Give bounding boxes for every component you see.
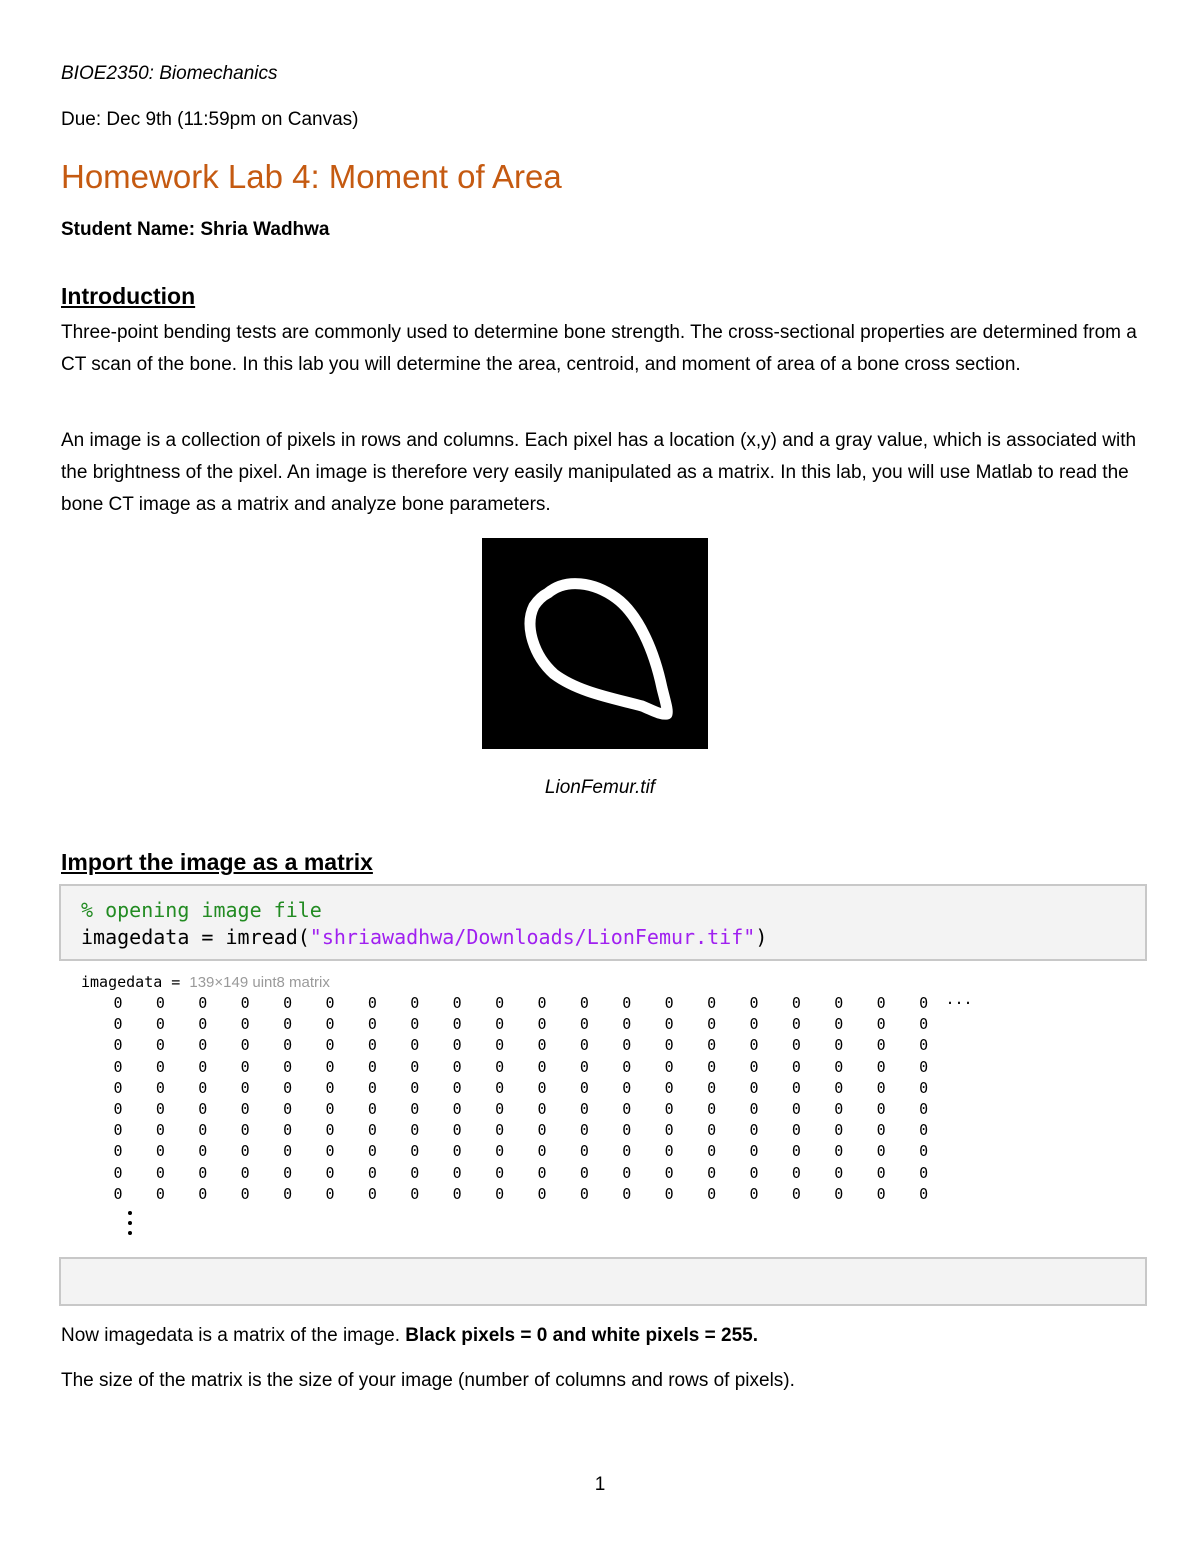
intro-paragraph-1: Three-point bending tests are commonly used to determine bone strength. The cross-sectional properties are determined from a CT scan of the bone. In this lab you will determine the area, centroid, and moment of area of a bone cross section. <box>61 322 1137 375</box>
matrix-cell: 0 <box>919 1163 929 1182</box>
matrix-cell: 0 <box>791 1121 801 1140</box>
matrix-cell: 0 <box>367 1142 377 1161</box>
matrix-cell: 0 <box>198 1121 208 1140</box>
matrix-cell: 0 <box>325 1036 335 1055</box>
matrix-cell: 0 <box>622 1057 632 1076</box>
matrix-cell: 0 <box>495 1036 505 1055</box>
matrix-cell: 0 <box>495 1015 505 1034</box>
matrix-cell: 0 <box>410 1036 420 1055</box>
matrix-cell: 0 <box>113 1036 123 1055</box>
matrix-cell: 0 <box>537 1078 547 1097</box>
matrix-cell: 0 <box>537 1036 547 1055</box>
matrix-cell: 0 <box>876 1121 886 1140</box>
matrix-cell: 0 <box>749 1142 759 1161</box>
matrix-cell: 0 <box>325 1078 335 1097</box>
matrix-cell: 0 <box>452 1015 462 1034</box>
matrix-cell: 0 <box>198 994 208 1012</box>
matrix-cell: 0 <box>367 994 377 1012</box>
matrix-cell: 0 <box>155 1057 165 1076</box>
matrix-continuation: ··· <box>945 994 973 1012</box>
output-variable: imagedata = <box>81 973 181 991</box>
matrix-cell: 0 <box>283 1078 293 1097</box>
matrix-cell: 0 <box>367 1121 377 1140</box>
matrix-cell: 0 <box>579 1184 589 1203</box>
matrix-cell: 0 <box>155 1078 165 1097</box>
matrix-cell: 0 <box>240 1163 250 1182</box>
matrix-cell: 0 <box>919 1057 929 1076</box>
matrix-cell: 0 <box>537 1142 547 1161</box>
matrix-cell: 0 <box>410 1057 420 1076</box>
matrix-cell: 0 <box>876 1163 886 1182</box>
matrix-cell: 0 <box>198 1036 208 1055</box>
matrix-cell: 0 <box>919 1184 929 1203</box>
matrix-cell: 0 <box>283 994 293 1012</box>
matrix-cell: 0 <box>919 1078 929 1097</box>
matrix-cell: 0 <box>198 1099 208 1118</box>
matrix-cell: 0 <box>367 1057 377 1076</box>
code-suffix: ) <box>755 925 768 949</box>
matrix-cell: 0 <box>410 1163 420 1182</box>
matrix-cell: 0 <box>707 1036 717 1055</box>
code-line <box>81 924 1145 951</box>
matrix-cell: 0 <box>749 994 759 1012</box>
matrix-cell: 0 <box>664 1057 674 1076</box>
matrix-cell: 0 <box>707 1184 717 1203</box>
matrix-cell: 0 <box>283 1057 293 1076</box>
matrix-cell: 0 <box>113 1163 123 1182</box>
matrix-cell: 0 <box>240 1184 250 1203</box>
matrix-cell: 0 <box>113 1057 123 1076</box>
matrix-cell: 0 <box>240 1078 250 1097</box>
matrix-cell: 0 <box>664 1036 674 1055</box>
matrix-cell: 0 <box>240 1036 250 1055</box>
matrix-cell: 0 <box>876 1015 886 1034</box>
matrix-cell: 0 <box>410 1078 420 1097</box>
matrix-cell: 0 <box>155 1163 165 1182</box>
matrix-cell: 0 <box>452 1057 462 1076</box>
matrix-cell: 0 <box>622 1078 632 1097</box>
matrix-cell: 0 <box>283 1099 293 1118</box>
matrix-cell: 0 <box>876 1036 886 1055</box>
matrix-cell: 0 <box>452 1099 462 1118</box>
matrix-cell: 0 <box>579 994 589 1012</box>
matrix-cell: 0 <box>919 1099 929 1118</box>
matrix-cell: 0 <box>707 1142 717 1161</box>
matrix-cell: 0 <box>198 1184 208 1203</box>
matrix-cell: 0 <box>495 1057 505 1076</box>
matrix-cell: 0 <box>707 1057 717 1076</box>
matrix-cell: 0 <box>155 1121 165 1140</box>
matrix-cell: 0 <box>198 1015 208 1034</box>
matrix-cell: 0 <box>155 1099 165 1118</box>
matrix-cell: 0 <box>579 1057 589 1076</box>
matrix-cell: 0 <box>791 1036 801 1055</box>
matrix-cell: 0 <box>664 1015 674 1034</box>
matrix-cell: 0 <box>664 994 674 1012</box>
empty-code-cell[interactable] <box>59 1257 1147 1306</box>
matrix-cell: 0 <box>198 1057 208 1076</box>
matrix-cell: 0 <box>579 1099 589 1118</box>
document-title: Homework Lab 4: Moment of Area <box>61 158 562 195</box>
lion-femur-image <box>482 538 708 749</box>
matrix-cell: 0 <box>876 1099 886 1118</box>
matrix-cell: 0 <box>749 1163 759 1182</box>
matrix-cell: 0 <box>452 1142 462 1161</box>
matrix-cell: 0 <box>749 1099 759 1118</box>
matrix-cell: 0 <box>240 1121 250 1140</box>
matrix-cell: 0 <box>579 1015 589 1034</box>
matrix-cell: 0 <box>283 1121 293 1140</box>
matrix-cell: 0 <box>791 994 801 1012</box>
matrix-cell: 0 <box>410 1015 420 1034</box>
matrix-cell: 0 <box>452 1163 462 1182</box>
matrix-cell: 0 <box>707 1163 717 1182</box>
matrix-cell: 0 <box>622 1163 632 1182</box>
matrix-cell: 0 <box>537 1121 547 1140</box>
matrix-cell: 0 <box>495 1184 505 1203</box>
matrix-cell: 0 <box>876 1078 886 1097</box>
matrix-cell: 0 <box>749 1184 759 1203</box>
matrix-cell: 0 <box>155 1015 165 1034</box>
matrix-cell: 0 <box>537 994 547 1012</box>
matrix-cell: 0 <box>410 1142 420 1161</box>
matrix-cell: 0 <box>579 1163 589 1182</box>
matrix-cell: 0 <box>707 1015 717 1034</box>
matrix-cell: 0 <box>791 1057 801 1076</box>
introduction-heading: Introduction <box>61 283 196 309</box>
matrix-cell: 0 <box>367 1015 377 1034</box>
matrix-cell: 0 <box>622 1036 632 1055</box>
matrix-cell: 0 <box>410 1121 420 1140</box>
matrix-cell: 0 <box>495 1163 505 1182</box>
matrix-cell: 0 <box>325 1057 335 1076</box>
matrix-cell: 0 <box>919 1142 929 1161</box>
matrix-cell: 0 <box>325 1121 335 1140</box>
matrix-cell: 0 <box>834 1099 844 1118</box>
after-paragraph-2: The size of the matrix is the size of your image (number of columns and rows of pixels). <box>61 1370 795 1391</box>
matrix-cell: 0 <box>283 1036 293 1055</box>
matrix-cell: 0 <box>155 994 165 1012</box>
matrix-cell: 0 <box>579 1036 589 1055</box>
matrix-cell: 0 <box>791 1078 801 1097</box>
matrix-cell: 0 <box>325 994 335 1012</box>
after-plain-text: Now imagedata is a matrix of the image. <box>61 1325 406 1346</box>
matrix-cell: 0 <box>834 1057 844 1076</box>
matrix-cell: 0 <box>452 1184 462 1203</box>
matrix-cell: 0 <box>283 1184 293 1203</box>
matrix-cell: 0 <box>622 1121 632 1140</box>
matrix-cell: 0 <box>452 994 462 1012</box>
matrix-cell: 0 <box>537 1057 547 1076</box>
page-number: 1 <box>594 1474 606 1495</box>
matrix-cell: 0 <box>325 1163 335 1182</box>
matrix-cell: 0 <box>834 1078 844 1097</box>
matrix-cell: 0 <box>283 1142 293 1161</box>
figure-caption: LionFemur.tif <box>544 777 656 798</box>
matrix-cell: 0 <box>325 1184 335 1203</box>
matrix-cell: 0 <box>495 1078 505 1097</box>
matrix-cell: 0 <box>749 1057 759 1076</box>
matrix-cell: 0 <box>919 1121 929 1140</box>
matrix-cell: 0 <box>876 1057 886 1076</box>
output-meta: 139×149 uint8 matrix <box>189 974 330 991</box>
matrix-cell: 0 <box>367 1078 377 1097</box>
matrix-cell: 0 <box>707 1121 717 1140</box>
matrix-cell: 0 <box>834 1121 844 1140</box>
matrix-cell: 0 <box>452 1121 462 1140</box>
matrix-cell: 0 <box>452 1036 462 1055</box>
matrix-cell: 0 <box>155 1142 165 1161</box>
matrix-cell: 0 <box>325 1015 335 1034</box>
matrix-cell: 0 <box>707 1099 717 1118</box>
matrix-cell: 0 <box>579 1121 589 1140</box>
matrix-cell: 0 <box>749 1121 759 1140</box>
matrix-cell: 0 <box>749 1078 759 1097</box>
matrix-cell: 0 <box>495 1142 505 1161</box>
matrix-cell: 0 <box>113 1099 123 1118</box>
matrix-cell: 0 <box>834 1142 844 1161</box>
matrix-cell: 0 <box>749 1015 759 1034</box>
matrix-cell: 0 <box>919 1015 929 1034</box>
code-comment: % opening image file <box>81 898 322 922</box>
matrix-cell: 0 <box>537 1099 547 1118</box>
matrix-cell: 0 <box>876 994 886 1012</box>
code-cell[interactable] <box>59 884 1147 961</box>
matrix-cell: 0 <box>791 1015 801 1034</box>
matrix-cell: 0 <box>113 1121 123 1140</box>
matrix-cell: 0 <box>707 1078 717 1097</box>
matrix-cell: 0 <box>919 1036 929 1055</box>
student-name: Student Name: Shria Wadhwa <box>61 219 330 240</box>
matrix-cell: 0 <box>113 1184 123 1203</box>
matrix-cell: 0 <box>198 1078 208 1097</box>
matrix-cell: 0 <box>622 994 632 1012</box>
matrix-cell: 0 <box>325 1099 335 1118</box>
output-header <box>81 973 330 991</box>
matrix-cell: 0 <box>495 994 505 1012</box>
after-paragraph-1 <box>61 1320 1141 1352</box>
matrix-cell: 0 <box>791 1163 801 1182</box>
matrix-cell: 0 <box>834 1036 844 1055</box>
matrix-cell: 0 <box>495 1099 505 1118</box>
matrix-cell: 0 <box>367 1163 377 1182</box>
matrix-cell: 0 <box>155 1036 165 1055</box>
matrix-cell: 0 <box>240 994 250 1012</box>
matrix-cell: 0 <box>622 1099 632 1118</box>
matrix-cell: 0 <box>240 1015 250 1034</box>
matrix-cell: 0 <box>876 1142 886 1161</box>
matrix-cell: 0 <box>537 1163 547 1182</box>
matrix-cell: 0 <box>834 1163 844 1182</box>
matrix-cell: 0 <box>664 1163 674 1182</box>
matrix-cell: 0 <box>410 1099 420 1118</box>
matrix-cell: 0 <box>452 1078 462 1097</box>
matrix-cell: 0 <box>240 1057 250 1076</box>
matrix-cell: 0 <box>919 994 929 1012</box>
matrix-cell: 0 <box>537 1184 547 1203</box>
matrix-cell: 0 <box>367 1184 377 1203</box>
course-header: BIOE2350: Biomechanics <box>61 63 278 84</box>
bone-cross-section-graphic <box>482 538 708 749</box>
matrix-cell: 0 <box>791 1099 801 1118</box>
matrix-cell: 0 <box>537 1015 547 1034</box>
matrix-cell: 0 <box>240 1099 250 1118</box>
matrix-cell: 0 <box>579 1078 589 1097</box>
matrix-cell: 0 <box>622 1184 632 1203</box>
matrix-cell: 0 <box>283 1015 293 1034</box>
matrix-cell: 0 <box>749 1036 759 1055</box>
matrix-cell: 0 <box>113 1015 123 1034</box>
matrix-cell: 0 <box>410 1184 420 1203</box>
matrix-cell: 0 <box>791 1142 801 1161</box>
matrix-cell: 0 <box>791 1184 801 1203</box>
matrix-cell: 0 <box>707 994 717 1012</box>
matrix-cell: 0 <box>622 1015 632 1034</box>
matrix-cell: 0 <box>664 1142 674 1161</box>
import-heading: Import the image as a matrix <box>61 849 373 875</box>
matrix-cell: 0 <box>622 1142 632 1161</box>
matrix-cell: 0 <box>113 1142 123 1161</box>
matrix-cell: 0 <box>876 1184 886 1203</box>
matrix-cell: 0 <box>283 1163 293 1182</box>
matrix-cell: 0 <box>410 994 420 1012</box>
intro-paragraph-2: An image is a collection of pixels in rows and columns. Each pixel has a location (x,y) and a gray value, which is associated with the brightness of the pixel. An image is therefore very easily manipulated as a matrix. In this lab, you will use Matlab to read the bone CT image as a matrix and analyze bone parameters. <box>61 430 1137 515</box>
matrix-cell: 0 <box>198 1163 208 1182</box>
matrix-cell: 0 <box>113 1078 123 1097</box>
matrix-cell: 0 <box>664 1078 674 1097</box>
code-string: "shriawadhwa/Downloads/LionFemur.tif" <box>309 925 756 949</box>
matrix-cell: 0 <box>155 1184 165 1203</box>
matrix-cell: 0 <box>495 1121 505 1140</box>
matrix-cell: 0 <box>664 1099 674 1118</box>
matrix-cell: 0 <box>579 1142 589 1161</box>
due-date: Due: Dec 9th (11:59pm on Canvas) <box>61 109 359 130</box>
matrix-cell: 0 <box>834 994 844 1012</box>
code-prefix: imagedata = imread( <box>81 925 310 949</box>
matrix-cell: 0 <box>367 1099 377 1118</box>
matrix-cell: 0 <box>834 1184 844 1203</box>
matrix-cell: 0 <box>113 994 123 1012</box>
matrix-cell: 0 <box>664 1121 674 1140</box>
matrix-cell: 0 <box>367 1036 377 1055</box>
matrix-cell: 0 <box>198 1142 208 1161</box>
matrix-cell: 0 <box>664 1184 674 1203</box>
matrix-cell: 0 <box>325 1142 335 1161</box>
matrix-cell: 0 <box>834 1015 844 1034</box>
vertical-ellipsis-icon <box>128 1211 138 1241</box>
matrix-cell: 0 <box>240 1142 250 1161</box>
after-bold-text: Black pixels = 0 and white pixels = 255. <box>405 1325 758 1346</box>
